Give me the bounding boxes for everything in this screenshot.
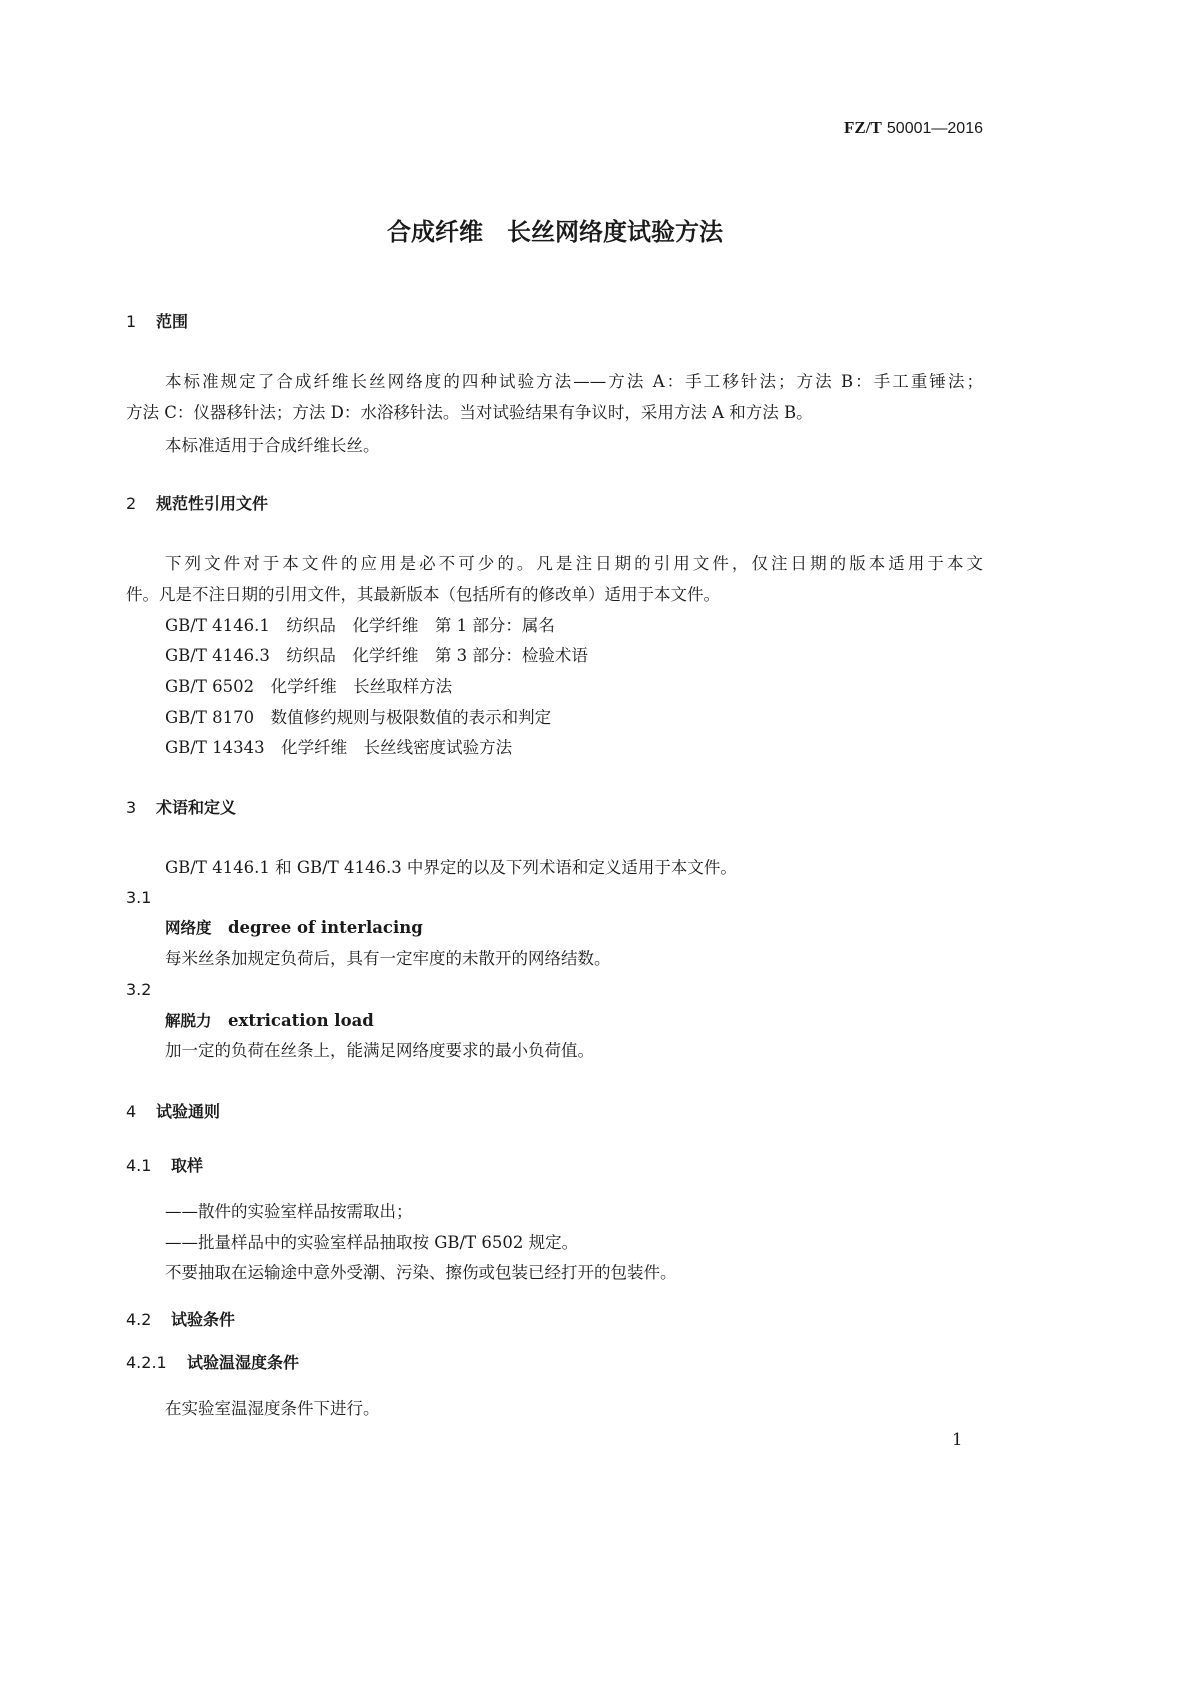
section-4-1-heading: 4.1 取样 bbox=[126, 1156, 204, 1175]
section-1-heading: 1 范围 bbox=[126, 312, 189, 331]
section-2-heading: 2 规范性引用文件 bbox=[126, 494, 269, 513]
document-title: 合成纤维 长丝网络度试验方法 bbox=[387, 218, 723, 246]
paragraph: 本标准规定了合成纤维长丝网络度的四种试验方法——方法 A：手工移针法；方法 B：手工重锤法； bbox=[165, 372, 983, 391]
paragraph: GB/T 4146.1 和 GB/T 4146.3 中界定的以及下列术语和定义适用于本文件。 bbox=[165, 858, 737, 877]
term-number: 3.1 bbox=[126, 888, 152, 907]
term-heading: 网络度 degree of interlacing bbox=[165, 918, 423, 937]
list-item: ——批量样品中的实验室样品抽取按 GB/T 6502 规定。 bbox=[165, 1233, 579, 1252]
paragraph: 在实验室温湿度条件下进行。 bbox=[165, 1399, 380, 1418]
paragraph: 件。凡是不注日期的引用文件，其最新版本（包括所有的修改单）适用于本文件。 bbox=[126, 585, 720, 604]
section-4-heading: 4 试验通则 bbox=[126, 1102, 221, 1121]
standard-number: 50001—2016 bbox=[886, 120, 983, 137]
reference-item: GB/T 14343 化学纤维 长丝线密度试验方法 bbox=[165, 738, 513, 757]
paragraph: 方法 C：仪器移针法；方法 D：水浴移针法。当对试验结果有争议时，采用方法 A 和方法 B。 bbox=[126, 403, 813, 422]
term-number: 3.2 bbox=[126, 980, 152, 999]
document-header bbox=[844, 118, 983, 138]
reference-item: GB/T 4146.3 纺织品 化学纤维 第 3 部分：检验术语 bbox=[165, 646, 588, 665]
section-3-heading: 3 术语和定义 bbox=[126, 798, 237, 817]
paragraph: 本标准适用于合成纤维长丝。 bbox=[165, 436, 380, 455]
page-number: 1 bbox=[952, 1430, 963, 1449]
section-4-2-heading: 4.2 试验条件 bbox=[126, 1310, 236, 1329]
term-heading: 解脱力 extrication load bbox=[165, 1011, 374, 1030]
reference-item: GB/T 6502 化学纤维 长丝取样方法 bbox=[165, 677, 453, 696]
standard-prefix: FZ/T bbox=[844, 118, 882, 137]
reference-item: GB/T 4146.1 纺织品 化学纤维 第 1 部分：属名 bbox=[165, 616, 555, 635]
paragraph: 不要抽取在运输途中意外受潮、污染、擦伤或包装已经打开的包装件。 bbox=[165, 1263, 677, 1282]
reference-item: GB/T 8170 数值修约规则与极限数值的表示和判定 bbox=[165, 708, 552, 727]
term-definition: 加一定的负荷在丝条上，能满足网络度要求的最小负荷值。 bbox=[165, 1041, 594, 1060]
term-definition: 每米丝条加规定负荷后，具有一定牢度的未散开的网络结数。 bbox=[165, 949, 611, 968]
paragraph: 下列文件对于本文件的应用是必不可少的。凡是注日期的引用文件，仅注日期的版本适用于本文 bbox=[165, 554, 983, 573]
section-4-2-1-heading: 4.2.1 试验温湿度条件 bbox=[126, 1353, 300, 1372]
list-item: ——散件的实验室样品按需取出； bbox=[165, 1202, 413, 1221]
